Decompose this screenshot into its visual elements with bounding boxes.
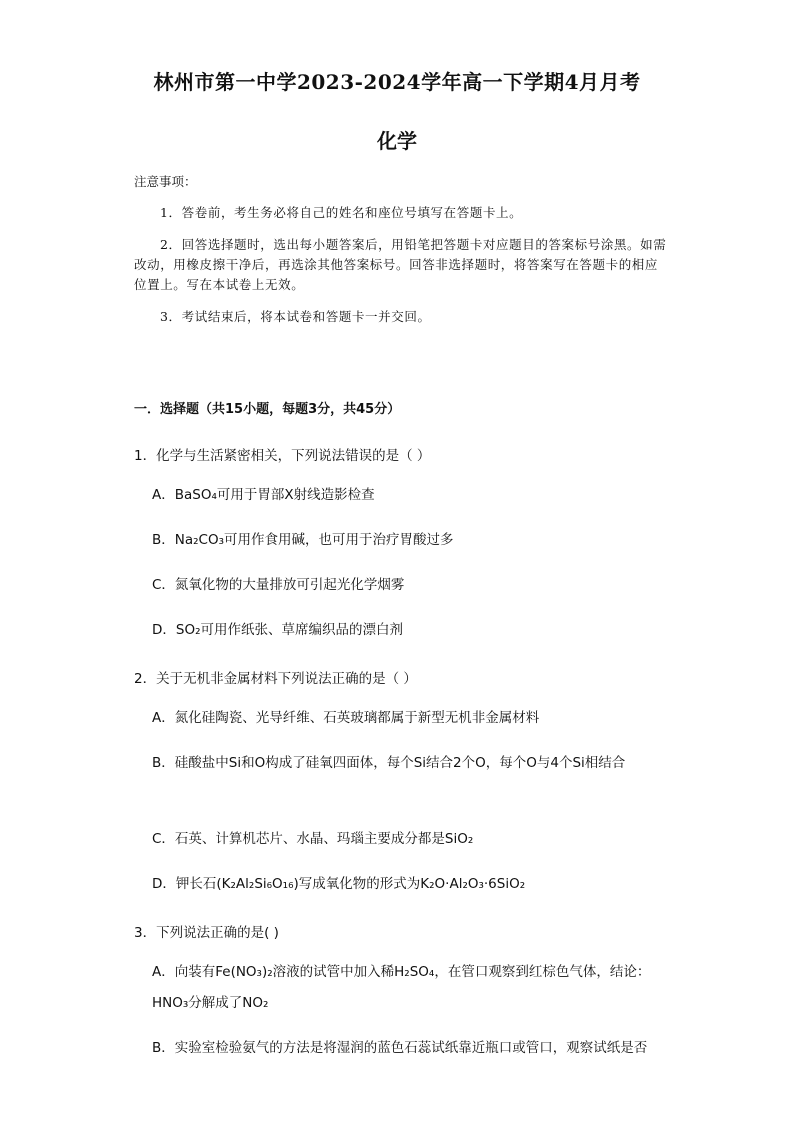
option-b: B．Na₂CO₃可用作食用碱，也可用于治疗胃酸过多 — [152, 532, 454, 548]
notice-item: 3．考试结束后，将本试卷和答题卡一并交回。 — [160, 309, 431, 324]
question-stem: 1．化学与生活紧密相关，下列说法错误的是（ ） — [134, 448, 431, 464]
notice-heading: 注意事项： — [134, 174, 197, 189]
option-b: B．硅酸盐中Si和O构成了硅氧四面体，每个Si结合2个O，每个O与4个Si相结合 — [152, 755, 626, 771]
option-b: B．实验室检验氨气的方法是将湿润的蓝色石蕊试纸靠近瓶口或管口，观察试纸是否 — [152, 1040, 648, 1056]
option-a: A．向装有Fe(NO₃)₂溶液的试管中加入稀H₂SO₄，在管口观察到红棕色气体，结论：HNO₃分解成了NO₂ — [152, 964, 651, 1011]
question-stem: 3．下列说法正确的是( ) — [134, 925, 279, 941]
notice-item: 2．回答选择题时，选出每小题答案后，用铅笔把答题卡对应题目的答案标号涂黑。如需改动，用橡皮擦干净后，再选涂其他答案标号。回答非选择题时，将答案写在答题卡的相应位置上。写在本试卷上无效。 — [134, 237, 667, 292]
notice-item: 1．答卷前，考生务必将自己的姓名和座位号填写在答题卡上。 — [160, 205, 523, 220]
section-heading: 一．选择题（共15小题，每题3分，共45分） — [134, 402, 401, 417]
option-a: A．BaSO₄可用于胃部X射线造影检查 — [152, 487, 375, 503]
option-a: A．氮化硅陶瓷、光导纤维、石英玻璃都属于新型无机非金属材料 — [152, 710, 540, 726]
question-stem: 2．关于无机非金属材料下列说法正确的是（ ） — [134, 671, 417, 687]
option-d: D．SO₂可用作纸张、草席编织品的漂白剂 — [152, 622, 404, 638]
option-c: C．石英、计算机芯片、水晶、玛瑙主要成分都是SiO₂ — [152, 831, 474, 847]
exam-title: 林州市第一中学2023-2024学年高一下学期4月月考 — [153, 70, 641, 94]
exam-subject: 化学 — [377, 129, 417, 153]
option-c: C．氮氧化物的大量排放可引起光化学烟雾 — [152, 577, 405, 593]
option-d: D．钾长石(K₂Al₂Si₆O₁₆)写成氧化物的形式为K₂O·Al₂O₃·6SiO₂ — [152, 876, 526, 892]
